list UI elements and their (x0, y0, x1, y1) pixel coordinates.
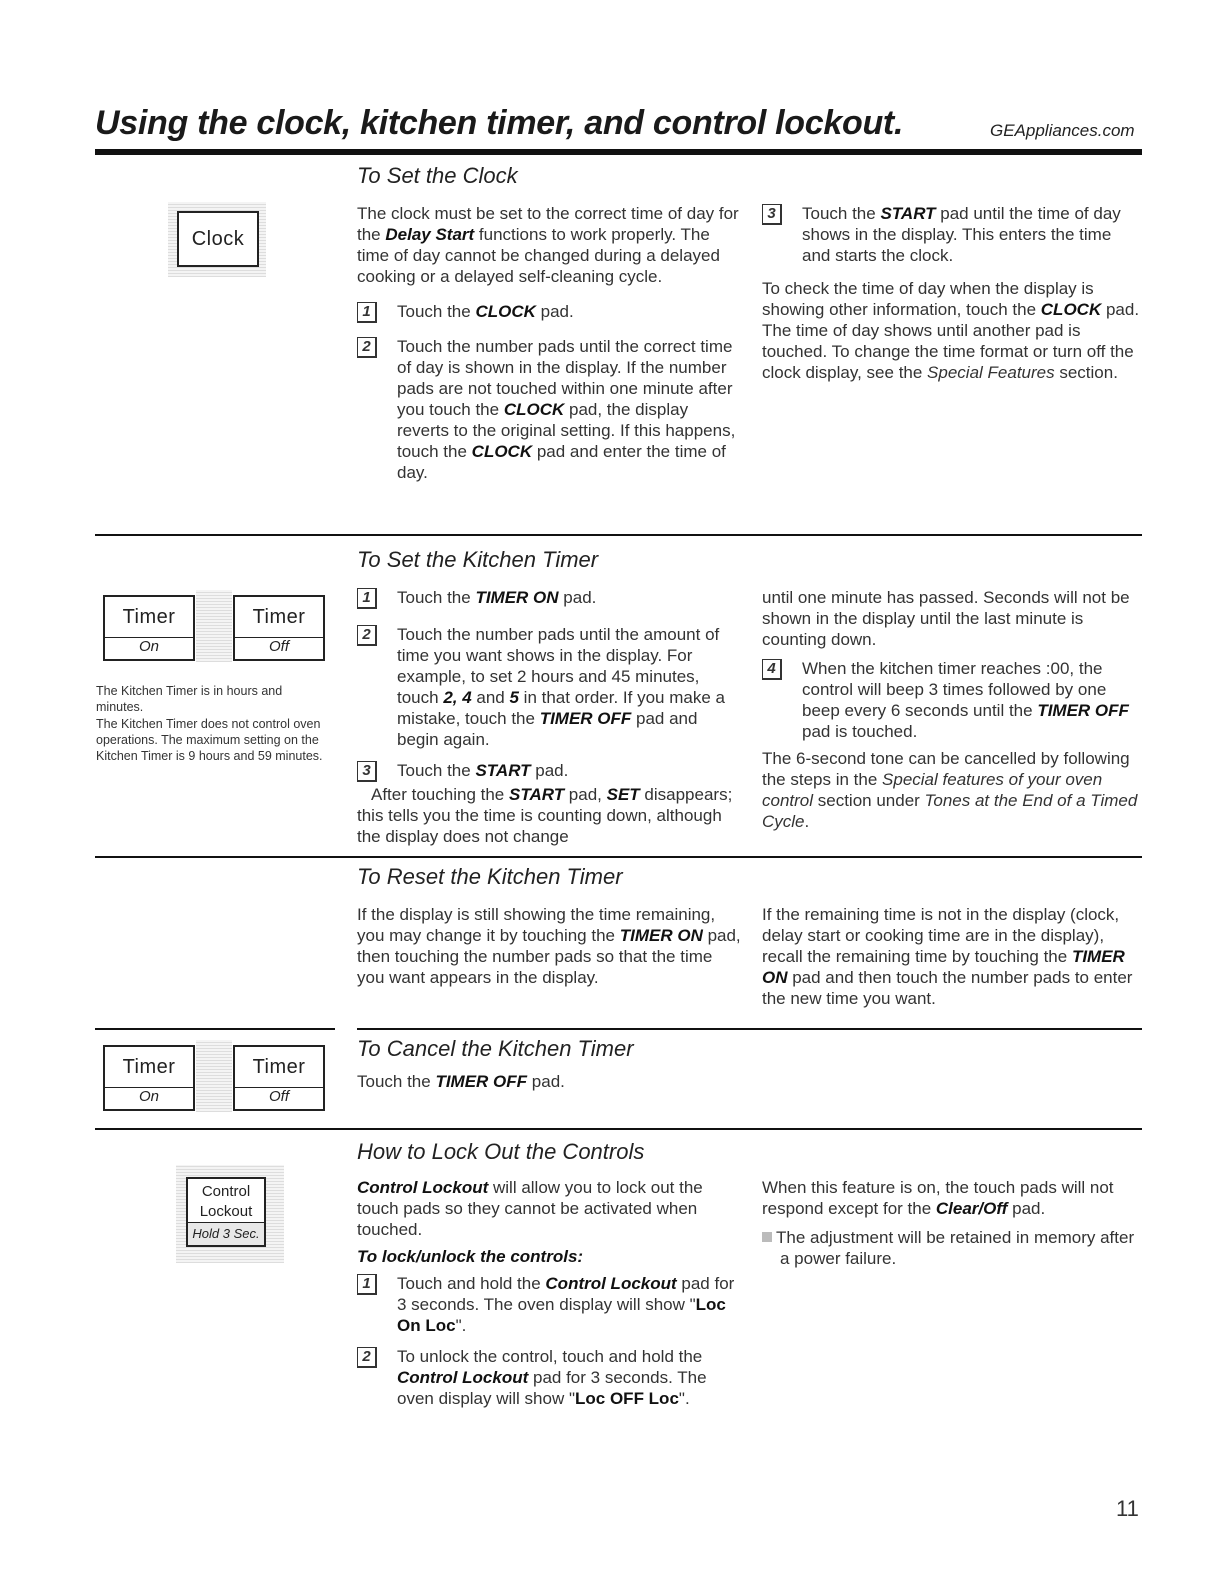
control-lockout-pad (186, 1177, 266, 1247)
section-rule (95, 856, 1142, 858)
clock-right-column (762, 203, 1140, 383)
clock-left-column (357, 203, 742, 483)
timer-note-2: The Kitchen Timer does not control oven operations. The maximum setting on the Kitchen Timer is 9 hours and 59 minutes. (96, 717, 323, 763)
lockout-pad-line-2: Lockout (188, 1202, 264, 1223)
step-number-3: 3 (357, 761, 377, 782)
timer-on-pad (103, 595, 195, 661)
clock-step-3: 3 Touch the START pad until the time of day shows in the display. This enters the time and starts the clock. (762, 203, 1140, 266)
timer-heading: To Set the Kitchen Timer (357, 547, 599, 572)
timer-left-column (357, 587, 742, 847)
timer-off-pad-top: Timer (252, 606, 306, 628)
lockout-right-column (762, 1177, 1140, 1269)
lockout-right-text: When this feature is on, the touch pads will not respond except for the Clear/Off pad. (762, 1178, 1114, 1218)
bullet-icon (762, 1232, 772, 1242)
timer-note-1: The Kitchen Timer is in hours and minutes. (96, 684, 283, 714)
timer-continued-text: until one minute has passed. Seconds will not be shown in the display until the last minute is counting down. (762, 588, 1130, 649)
header-rule (95, 149, 1142, 155)
cancel-text: Touch the TIMER OFF pad. (357, 1072, 565, 1091)
cancel-timer-off-pad (233, 1045, 325, 1111)
clock-step-2: 2 Touch the number pads until the correct time of day is shown in the display. If the number pads are not touched within one minute after you touch the CLOCK pad, the display reverts to the original setting. If this happens, touch the CLOCK pad and enter the time of day. (357, 336, 742, 483)
timer-pad-gap (196, 590, 232, 662)
lockout-left-column (357, 1177, 742, 1409)
timer-on-pad-top: Timer (122, 606, 176, 628)
clock-intro: The clock must be set to the correct time of day for the Delay Start functions to work properly. The time of day cannot be changed during a delayed cooking or a delayed self-cleaning cycle. (357, 204, 739, 286)
step-number-4: 4 (762, 659, 782, 680)
timer-tone-text: The 6-second tone can be cancelled by following the steps in the Special features of your oven control section under Tones at the End of a Timed Cycle. (762, 749, 1138, 831)
timer-step-3: 3 Touch the START pad. (357, 760, 742, 781)
step-number-2: 2 (357, 337, 377, 358)
site-url: GEAppliances.com (990, 121, 1135, 140)
reset-heading: To Reset the Kitchen Timer (357, 864, 623, 889)
lockout-step-1: 1 Touch and hold the Control Lockout pad for 3 seconds. The oven display will show "Loc On Loc". (357, 1273, 742, 1336)
step-number-1: 1 (357, 302, 377, 323)
step-number-2: 2 (357, 625, 377, 646)
cancel-timer-on-pad (103, 1045, 195, 1111)
timer-on-pad-bottom: On (105, 1087, 193, 1105)
timer-on-pad-bottom: On (105, 637, 193, 655)
clock-step-1: 1 Touch the CLOCK pad. (357, 301, 742, 322)
timer-after-text: After touching the START pad, SET disappears; this tells you the time is counting down, although the display does not change (357, 785, 733, 846)
timer-off-pad-top: Timer (252, 1056, 306, 1078)
clock-heading: To Set the Clock (357, 163, 518, 188)
section-rule (357, 1028, 1142, 1030)
timer-step-4: 4 When the kitchen timer reaches :00, the control will beep 3 times followed by one beep every 6 seconds until the TIMER OFF pad is touched. (762, 658, 1140, 742)
lockout-heading: How to Lock Out the Controls (357, 1139, 645, 1164)
step-number-1: 1 (357, 588, 377, 609)
section-rule (95, 534, 1142, 536)
reset-right-text: If the remaining time is not in the display (clock, delay start or cooking time are in the display), recall the remaining time by touching the TIMER ON pad and then touch the number pads to enter the new time you want. (762, 905, 1133, 1008)
cancel-heading: To Cancel the Kitchen Timer (357, 1036, 634, 1061)
page-title: Using the clock, kitchen timer, and control lockout. (95, 104, 904, 142)
timer-step-1: 1 Touch the TIMER ON pad. (357, 587, 742, 608)
clock-check-text: To check the time of day when the display is showing other information, touch the CLOCK pad. The time of day shows until another pad is touched. To change the time format or turn off the clock display, see the Special Features section. (762, 279, 1140, 382)
lockout-bullet: The adjustment will be retained in memory after a power failure. (762, 1227, 1140, 1269)
page-number: 11 (1116, 1496, 1139, 1521)
timer-off-pad-bottom: Off (235, 1087, 323, 1105)
step-number-2: 2 (357, 1347, 377, 1368)
lockout-step-2: 2 To unlock the control, touch and hold the Control Lockout pad for 3 seconds. The oven display will show "Loc OFF Loc". (357, 1346, 742, 1409)
lockout-subheading: To lock/unlock the controls: (357, 1247, 584, 1266)
section-rule-left (95, 1028, 335, 1030)
timer-off-pad-bottom: Off (235, 637, 323, 655)
lockout-pad-line-3: Hold 3 Sec. (188, 1223, 264, 1245)
step-number-3: 3 (762, 204, 782, 225)
timer-step-2: 2 Touch the number pads until the amount of time you want shows in the display. For example, to set 2 hours and 45 minutes, touch 2, 4 and 5 in that order. If you make a mistake, touch the TIMER OFF pad and begin again. (357, 624, 742, 750)
timer-off-pad (233, 595, 325, 661)
timer-right-column (762, 587, 1140, 832)
step-number-1: 1 (357, 1274, 377, 1295)
clock-pad (177, 211, 259, 267)
lockout-intro: Control Lockout will allow you to lock out the touch pads so they cannot be activated when touched. (357, 1178, 703, 1239)
section-rule (95, 1128, 1142, 1130)
timer-on-pad-top: Timer (122, 1056, 176, 1078)
lockout-pad-line-1: Control (201, 1183, 251, 1200)
clock-pad-label: Clock (191, 228, 245, 250)
reset-left-text: If the display is still showing the time remaining, you may change it by touching the TIMER ON pad, then touching the number pads so that the time you want appears in the display. (357, 905, 741, 987)
cancel-pad-gap (196, 1040, 232, 1112)
